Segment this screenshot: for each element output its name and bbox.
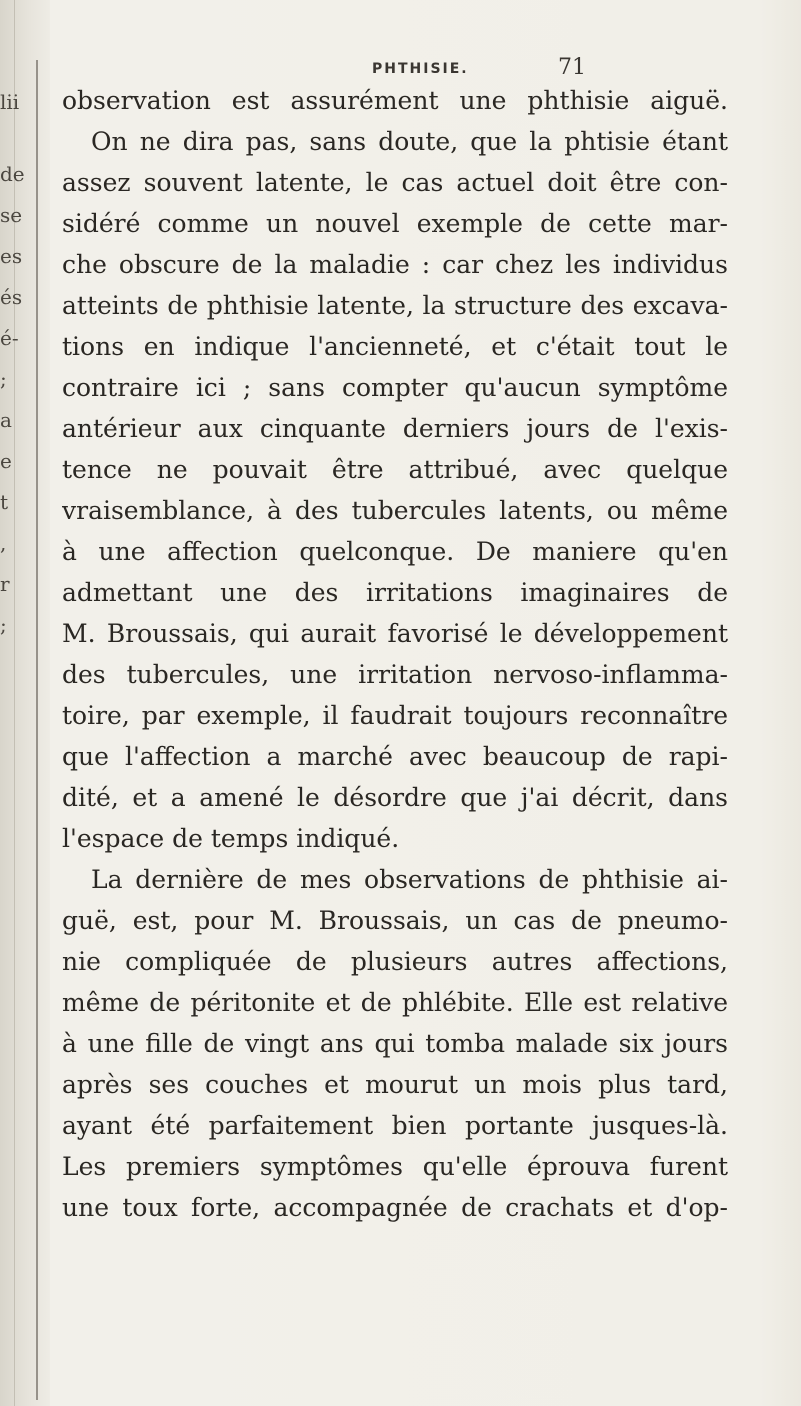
text-line: assez souvent latente, le cas actuel doit être con- [62,168,728,197]
text-line: sidéré comme un nouvel exemple de cette mar- [62,209,728,238]
margin-fragment: é- [0,326,19,350]
margin-fragment: a [0,408,12,432]
text-line: che obscure de la maladie : car chez les individus [62,250,728,279]
margin-fragment: es [0,244,23,268]
text-line: après ses couches et mourut un mois plus tard, [62,1070,728,1099]
text-line: antérieur aux cinquante derniers jours de l'exis- [62,414,728,443]
margin-fragment: és [0,285,23,309]
running-head-title: PHTHISIE. [372,61,469,77]
margin-fragment: ; [0,367,7,391]
text-line: nie compliquée de plusieurs autres affections, [62,947,728,976]
text-line: une toux forte, accompagnée de crachats et d'op- [62,1193,728,1222]
margin-fragment: lii [0,90,20,114]
text-line: On ne dira pas, sans doute, que la phtisie étant [91,127,728,156]
text-line: atteints de phthisie latente, la structure des excava- [62,291,728,320]
text-line: tions en indique l'ancienneté, et c'était tout le [62,332,728,361]
margin-fragment: ; [0,613,7,637]
text-line: M. Broussais, qui aurait favorisé le développement [62,619,728,648]
margin-fragment: de [0,162,25,186]
text-line: dité, et a amené le désordre que j'ai décrit, dans [62,783,728,812]
facing-page-fragments [0,0,40,700]
margin-fragment: se [0,203,23,227]
text-line: guë, est, pour M. Broussais, un cas de pneumo- [62,906,728,935]
text-line: l'espace de temps indiqué. [62,824,400,853]
text-line: à une fille de vingt ans qui tomba malade six jours [62,1029,728,1058]
text-line: La dernière de mes observations de phthisie ai- [91,865,728,894]
text-line: observation est assurément une phthisie aiguë. [62,86,728,115]
margin-fragment: r [0,572,10,596]
text-line: toire, par exemple, il faudrait toujours reconnaître [62,701,728,730]
text-line: même de péritonite et de phlébite. Elle est relative [62,988,728,1017]
text-line: que l'affection a marché avec beaucoup de rapi- [62,742,728,771]
text-line: des tubercules, une irritation nervoso-inflamma- [62,660,728,689]
text-line: à une affection quelconque. De maniere qu'en [62,537,728,566]
text-line: vraisemblance, à des tubercules latents, ou même [62,496,728,525]
text-line: contraire ici ; sans compter qu'aucun symptôme [62,373,728,402]
margin-fragment: e [0,449,12,473]
text-line: ayant été parfaitement bien portante jusques-là. [62,1111,728,1140]
text-line: Les premiers symptômes qu'elle éprouva furent [62,1152,728,1181]
margin-fragment: , [0,531,7,555]
page-number: 71 [558,55,586,80]
margin-fragment: t [0,490,9,514]
body-text [62,80,728,1228]
text-line: tence ne pouvait être attribué, avec quelque [62,455,728,484]
text-line: admettant une des irritations imaginaires de [62,578,728,607]
